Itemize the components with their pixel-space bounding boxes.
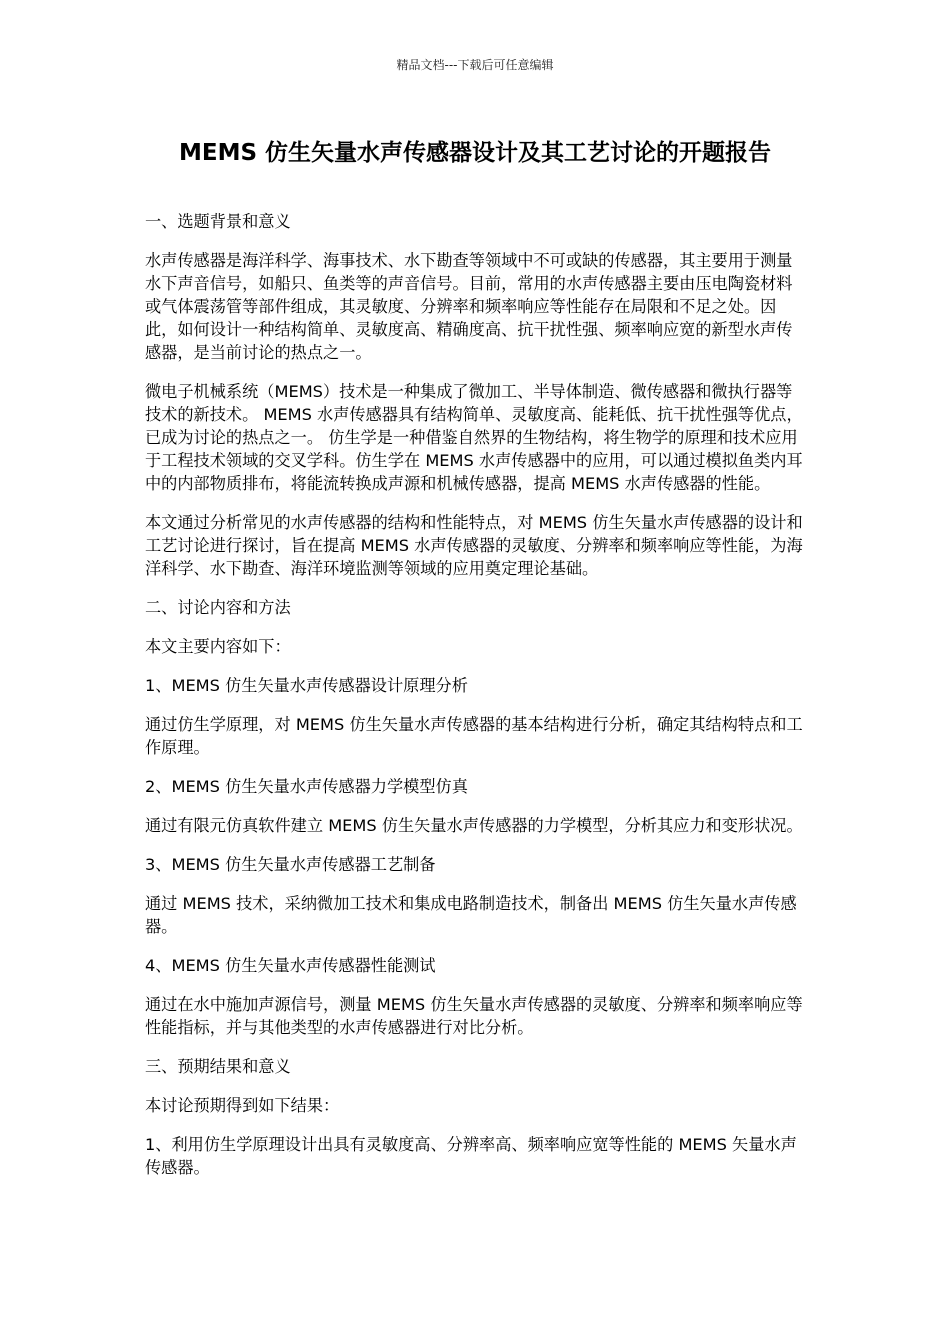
item-text-2: 通过有限元仿真软件建立 MEMS 仿生矢量水声传感器的力学模型，分析其应力和变形状况。: [145, 816, 803, 835]
item-heading-2: 2、MEMS 仿生矢量水声传感器力学模型仿真: [145, 777, 468, 796]
page-header: 精品文档---下载后可任意编辑: [396, 58, 554, 72]
item-text-3: 通过 MEMS 技术，采纳微加工技术和集成电路制造技术，制备出 MEMS 仿生矢量水声传感器。: [145, 894, 797, 936]
result-item-1: 1、利用仿生学原理设计出具有灵敏度高、分辨率高、频率响应宽等性能的 MEMS 矢量水声传感器。: [145, 1135, 797, 1177]
document-title: MEMS 仿生矢量水声传感器设计及其工艺讨论的开题报告: [178, 140, 772, 166]
paragraph-methods-intro: 本文主要内容如下：: [145, 637, 291, 656]
paragraph-background-3: 本文通过分析常见的水声传感器的结构和性能特点，对 MEMS 仿生矢量水声传感器的设计和工艺讨论进行探讨，旨在提高 MEMS 水声传感器的灵敏度、分辨率和频率响应等性能，为海洋科学、水下勘查、海洋环境监测等领域的应用奠定理论基础。: [145, 513, 803, 578]
paragraph-background-2: 微电子机械系统（MEMS）技术是一种集成了微加工、半导体制造、微传感器和微执行器等技术的新技术。 MEMS 水声传感器具有结构简单、灵敏度高、能耗低、抗干扰性强等优点，已成为讨论的热点之一。 仿生学是一种借鉴自然界的生物结构，将生物学的原理和技术应用于工程技术领域的交叉学科。仿生学在 MEMS 水声传感器中的应用，可以通过模拟鱼类内耳中的内部物质排布，将能流转换成声源和机械传感器，提高 MEMS 水声传感器的性能。: [145, 382, 803, 493]
section-heading-background: 一、选题背景和意义: [145, 212, 291, 231]
item-heading-1: 1、MEMS 仿生矢量水声传感器设计原理分析: [145, 676, 468, 695]
item-heading-3: 3、MEMS 仿生矢量水声传感器工艺制备: [145, 855, 436, 874]
document-body: [145, 210, 805, 1195]
item-text-4: 通过在水中施加声源信号，测量 MEMS 仿生矢量水声传感器的灵敏度、分辨率和频率响应等性能指标，并与其他类型的水声传感器进行对比分析。: [145, 995, 803, 1037]
section-heading-results: 三、预期结果和意义: [145, 1057, 291, 1076]
paragraph-results-intro: 本讨论预期得到如下结果：: [145, 1096, 340, 1115]
paragraph-background-1: 水声传感器是海洋科学、海事技术、水下勘查等领域中不可或缺的传感器，其主要用于测量水下声音信号，如船只、鱼类等的声音信号。目前，常用的水声传感器主要由压电陶瓷材料或气体震荡管等部件组成，其灵敏度、分辨率和频率响应等性能存在局限和不足之处。因此，如何设计一种结构简单、灵敏度高、精确度高、抗干扰性强、频率响应宽的新型水声传感器，是当前讨论的热点之一。: [145, 251, 793, 362]
item-heading-4: 4、MEMS 仿生矢量水声传感器性能测试: [145, 956, 436, 975]
item-text-1: 通过仿生学原理，对 MEMS 仿生矢量水声传感器的基本结构进行分析，确定其结构特点和工作原理。: [145, 715, 803, 757]
section-heading-methods: 二、讨论内容和方法: [145, 598, 291, 617]
